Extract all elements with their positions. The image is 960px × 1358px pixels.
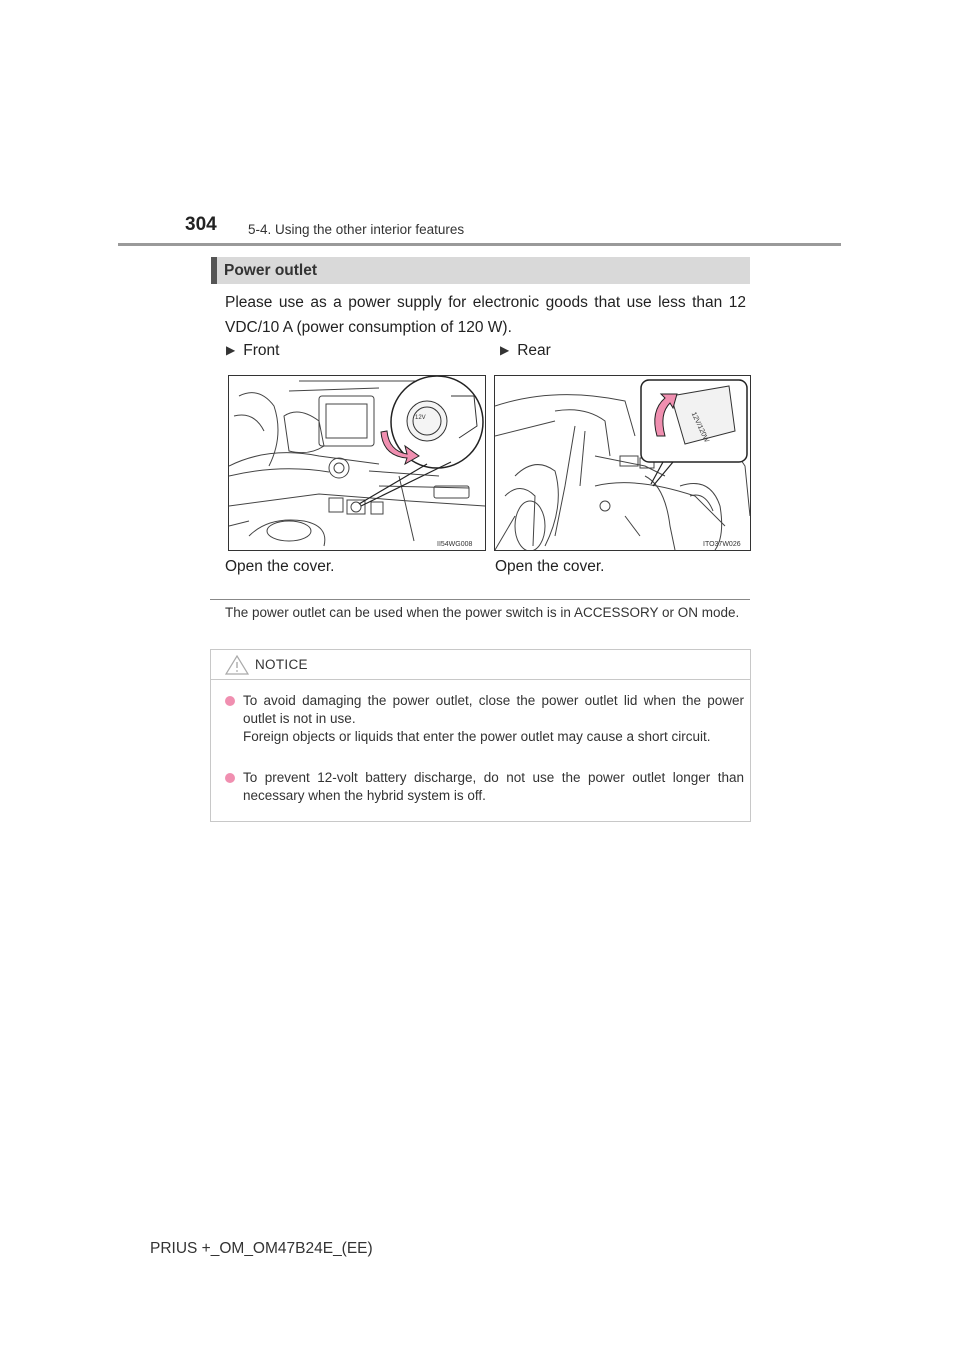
- notice-box: [210, 649, 751, 822]
- notice-item-text: To prevent 12-volt battery discharge, do not use the power outlet longer than necessary when the hybrid system is off.: [243, 770, 744, 803]
- section-heading: Power outlet: [224, 262, 318, 279]
- usage-note: The power outlet can be used when the power switch is in ACCESSORY or ON mode.: [225, 605, 740, 620]
- notice-title: NOTICE: [255, 657, 308, 672]
- bullet-icon: [225, 773, 235, 783]
- play-arrow-icon: ▶: [500, 343, 510, 357]
- notice-item-text: To avoid damaging the power outlet, close the power outlet lid when the power outlet is not in use.: [243, 693, 744, 726]
- section-title: 5-4. Using the other interior features: [248, 222, 465, 237]
- figure-label-rear-text: Rear: [517, 342, 551, 359]
- figure-front-illustration: [228, 375, 486, 551]
- svg-text:12V: 12V: [415, 415, 426, 421]
- notice-item-text: Foreign objects or liquids that enter the power outlet may cause a short circuit.: [243, 729, 711, 744]
- figure-code-rear: ITO37W026: [703, 541, 741, 548]
- figure-caption-rear: Open the cover.: [495, 558, 605, 575]
- figure-label-rear: [500, 342, 551, 360]
- warning-triangle-icon: [225, 655, 249, 675]
- figure-caption-front: Open the cover.: [225, 558, 335, 575]
- page-number: 304: [185, 214, 217, 235]
- notice-header: [211, 650, 750, 680]
- figure-label-front: [226, 342, 279, 360]
- figure-code-front: II54WG008: [437, 541, 473, 548]
- header-rule: [118, 243, 841, 246]
- play-arrow-icon: ▶: [226, 343, 236, 357]
- document-id: PRIUS +_OM_OM47B24E_(EE): [150, 1240, 373, 1257]
- figure-label-front-text: Front: [243, 342, 280, 359]
- section-divider: [210, 599, 750, 600]
- intro-paragraph: Please use as a power supply for electronic goods that use less than 12 VDC/10 A (power consumption of 120 W).: [225, 294, 746, 336]
- section-heading-accent: [211, 257, 217, 284]
- svg-text:12V/120W: 12V/120W: [689, 411, 710, 444]
- figure-rear-illustration: [494, 375, 751, 551]
- bullet-icon: [225, 696, 235, 706]
